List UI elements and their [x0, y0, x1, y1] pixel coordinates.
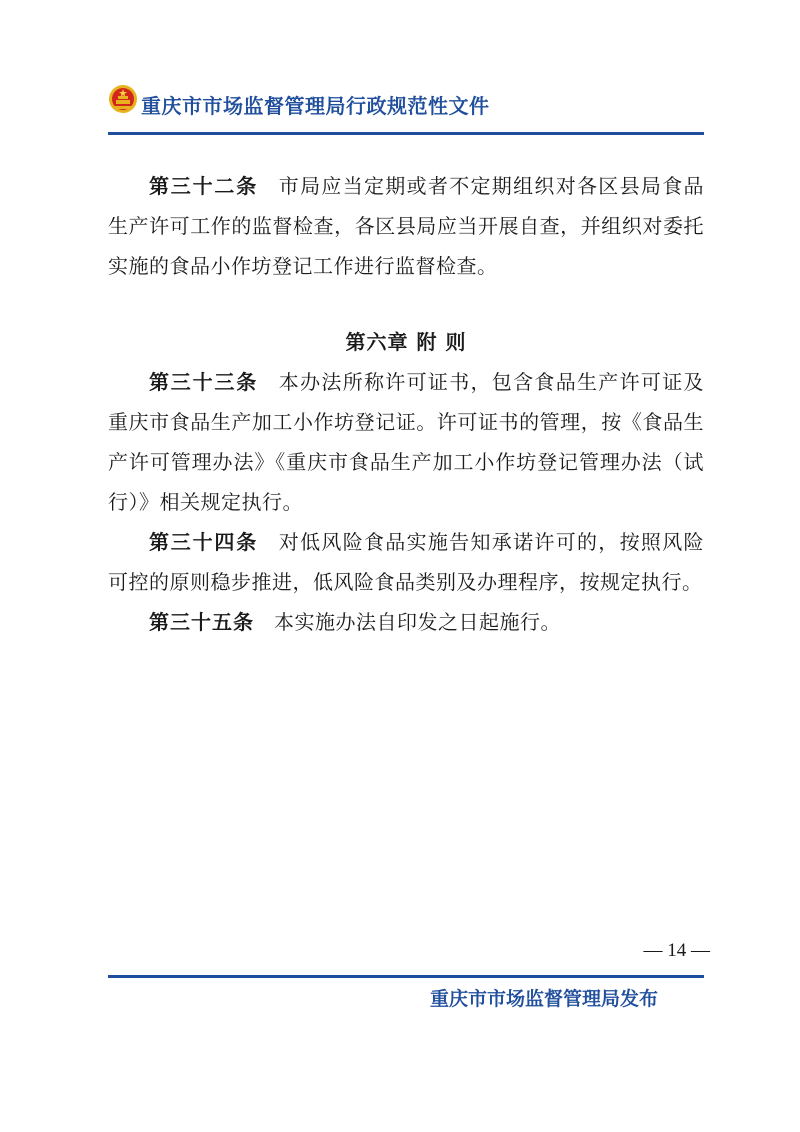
article-text: 本办法所称许可证书，包含食品生产许可证及重庆市食品生产加工小作坊登记证。许可证书的管理，按《食品生产许可管理办法》《重庆市食品生产加工小作坊登记管理办法（试行）》相关规定执行。	[108, 370, 704, 514]
article-block-after	[108, 362, 704, 642]
document-header	[108, 80, 704, 130]
footer-rule	[108, 975, 704, 978]
article-paragraph	[108, 166, 704, 286]
header-rule	[108, 132, 704, 135]
article-number: 第三十五条	[149, 610, 254, 634]
chapter-title: 第六章 附 则	[345, 330, 467, 354]
article-block-before	[108, 166, 704, 286]
footer-publisher: 重庆市市场监督管理局发布	[430, 988, 659, 1010]
article-paragraph	[108, 602, 704, 642]
article-text: 对低风险食品实施告知承诺许可的，按照风险可控的原则稳步推进，低风险食品类别及办理程序，按规定执行。	[108, 530, 704, 594]
article-text: 市局应当定期或者不定期组织对各区县局食品生产许可工作的监督检查，各区县局应当开展自查，并组织对委托实施的食品小作坊登记工作进行监督检查。	[108, 174, 704, 278]
article-paragraph	[108, 522, 704, 602]
article-text: 本实施办法自印发之日起施行。	[274, 610, 561, 634]
article-number: 第三十二条	[149, 174, 258, 198]
article-number: 第三十三条	[149, 370, 258, 394]
page-number: — 14 —	[643, 940, 710, 961]
article-number: 第三十四条	[149, 530, 258, 554]
national-emblem-icon	[108, 84, 138, 114]
header-title: 重庆市市场监督管理局行政规范性文件	[141, 94, 490, 118]
article-paragraph	[108, 362, 704, 522]
